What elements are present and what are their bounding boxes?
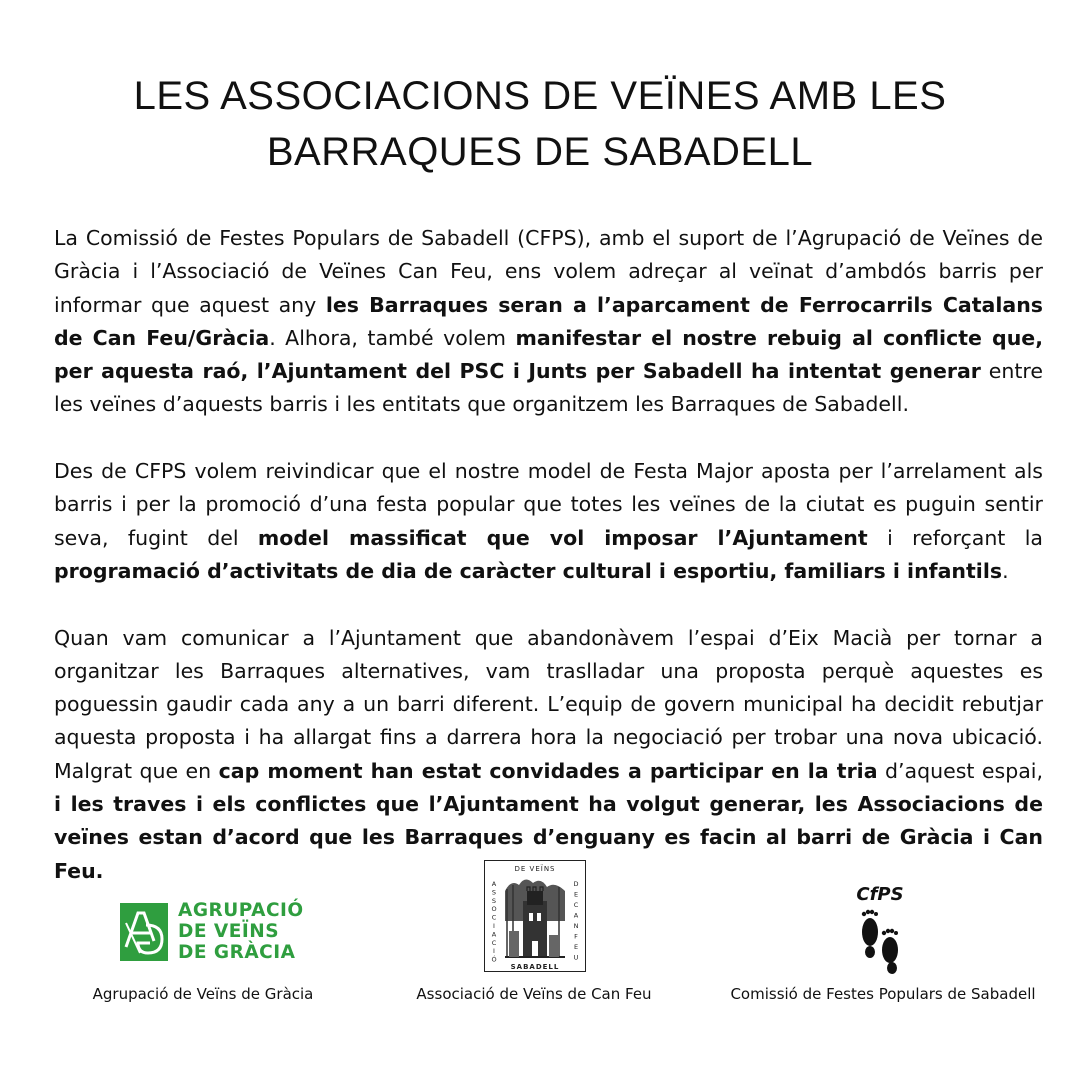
svg-text:A: A	[491, 880, 497, 888]
page-title: LES ASSOCIACIONS DE VEÏNES AMB LES BARRAQUES DE SABADELL	[133, 74, 947, 174]
canfeu-right-text	[573, 880, 578, 962]
cfps-logo	[852, 880, 912, 976]
svg-text:N: N	[573, 922, 579, 930]
text-run: d’aquest espai,	[877, 758, 1044, 783]
text-run: La Comissió de Festes Populars de Sabadell (CFPS), amb el suport de l’Agrupació de Veïnes de Gràcia i l’Associació de Veïnes Can Feu, ens volem adreçar al veïnat d’ambdós barris per informar que aquest any	[54, 226, 1043, 317]
svg-text:D: D	[573, 880, 579, 888]
canfeu-top-text: DE VEÏNS	[514, 865, 556, 873]
agrupacio-line-2: DE VEÏNS	[178, 921, 280, 942]
canfeu-logo	[484, 860, 586, 972]
agrupacio-line-3: DE GRÀCIA	[178, 942, 296, 963]
svg-text:E: E	[573, 890, 579, 899]
svg-text:Ó: Ó	[491, 955, 497, 964]
agrupacio-name	[178, 900, 304, 963]
footprints-icon	[862, 910, 898, 974]
svg-text:F: F	[574, 932, 578, 941]
text-run: Des de CFPS volem reivindicar que el nostre model de Festa Major aposta per l’arrelament als barris i per la promoció d’una festa popular que totes les veïnes de la ciutat es puguin sentir seva, fugint del	[54, 459, 1043, 550]
svg-text:A: A	[491, 930, 497, 939]
cfps-mark-text: CfPS	[856, 884, 904, 905]
svg-text:C: C	[491, 913, 497, 922]
agrupacio-line-1: AGRUPACIÓ	[178, 900, 304, 921]
text-run: .	[1002, 558, 1009, 583]
agv-monogram-icon	[120, 903, 168, 961]
bold-run: les Barraques seran a l’aparcament de Ferrocarrils Catalans de Can Feu/Gràcia	[54, 292, 1043, 350]
cfps-caption: Comissió de Festes Populars de Sabadell	[730, 985, 1036, 1003]
canfeu-caption: Associació de Veïns de Can Feu	[416, 985, 652, 1003]
svg-text:I: I	[493, 922, 495, 930]
svg-text:S: S	[491, 896, 497, 905]
canfeu-bottom-text: SABADELL	[510, 963, 560, 971]
body-text	[54, 222, 1043, 921]
svg-text:E: E	[573, 943, 579, 951]
text-run: entre les veïnes d’aquests barris i les entitats que organitzem les Barraques de Sabadell.	[54, 359, 1043, 417]
svg-text:A: A	[573, 911, 579, 920]
canfeu-left-text	[491, 880, 496, 964]
svg-text:O: O	[491, 905, 497, 914]
paragraph-1	[54, 222, 1043, 422]
bold-run: cap moment han estat convidades a participar en la tria	[218, 758, 878, 783]
bold-run: manifestar el nostre rebuig al conflicte que, per aquesta raó, l’Ajuntament del PSC i Junts per Sabadell ha intentat generar	[54, 325, 1043, 384]
paragraph-2	[54, 455, 1043, 588]
text-run: . Alhora, també volem	[269, 325, 516, 350]
svg-text:S: S	[491, 888, 497, 897]
svg-text:U: U	[573, 953, 579, 962]
text-run: i reforçant la	[867, 525, 1043, 550]
paragraph-3	[54, 622, 1043, 888]
text-run: Quan vam comunicar a l’Ajuntament que abandonàvem l’espai d’Eix Macià per tornar a organitzar les Barraques alternatives, vam traslladar una proposta perquè aquestes es poguessin gaudir cada any a un barri diferent. L’equip de govern municipal ha decidit rebutjar aquesta proposta i ha allargat fins a darrera hora la negociació per trobar una nova ubicació. Malgrat que en	[54, 625, 1043, 783]
agrupacio-logo	[120, 900, 304, 963]
bold-run: model massificat que vol imposar l’Ajuntament	[257, 525, 868, 550]
svg-text:C: C	[491, 938, 497, 947]
svg-text:C: C	[573, 901, 579, 909]
castle-engraving-icon	[485, 861, 585, 971]
bold-run: programació d’activitats de dia de caràcter cultural i esportiu, familiars i infantils	[54, 558, 1003, 583]
bold-run: i les traves i els conflictes que l’Ajuntament ha volgut generar, les Associacions de veïnes estan d’acord que les Barraques d’enguany es facin al barri de Gràcia i Can Feu.	[54, 792, 1043, 883]
agrupacio-caption: Agrupació de Veïns de Gràcia	[92, 985, 314, 1003]
svg-text:I: I	[493, 947, 495, 956]
